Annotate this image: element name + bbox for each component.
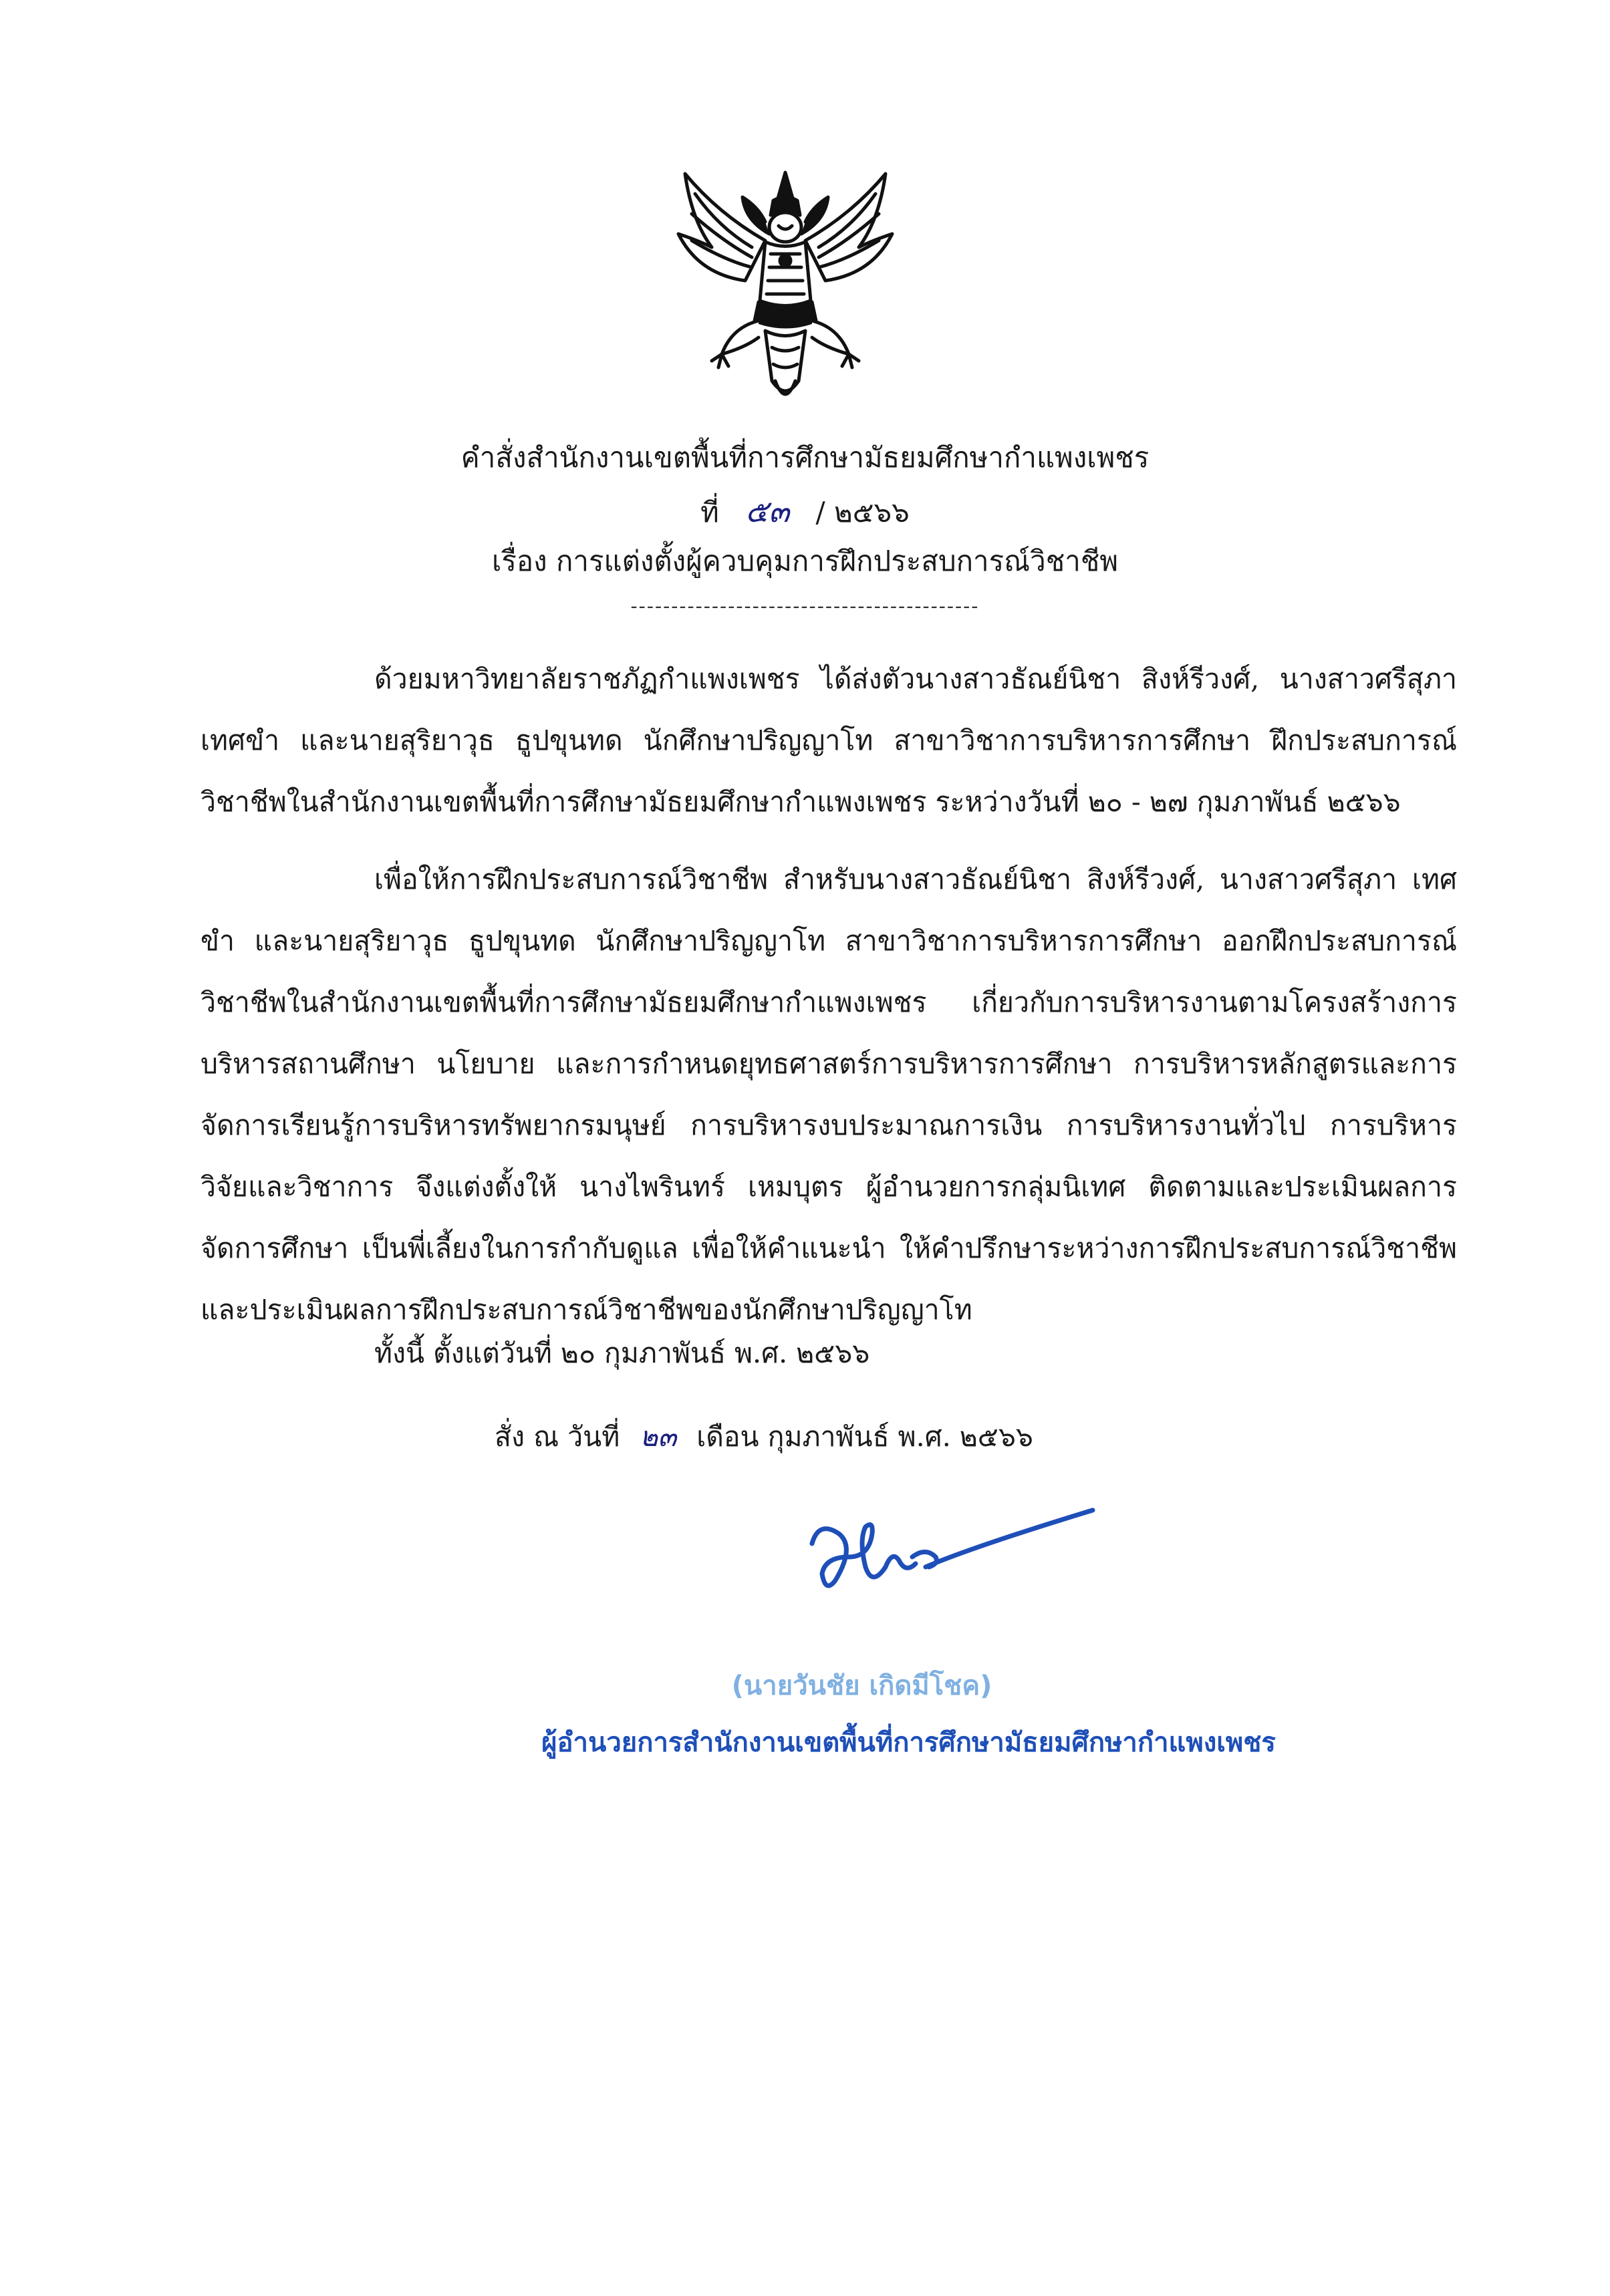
- paragraph-1: [200, 648, 1457, 833]
- divider: -------------------------------------------: [630, 595, 980, 618]
- order-number-year: / ๒๕๖๖: [815, 496, 910, 529]
- order-number-handwritten: ๕๓: [745, 493, 790, 529]
- order-subject: เรื่อง การแต่งตั้งผู้ควบคุมการฝึกประสบการณ์วิชาชีพ: [491, 545, 1119, 577]
- signer-position-stamp: ผู้อำนวยการสำนักงานเขตพื้นที่การศึกษามัธยมศึกษากำแพงเพชร: [541, 1727, 1276, 1758]
- order-number-line: [0, 491, 1610, 533]
- paragraph-1-text: ด้วยมหาวิทยาลัยราชภัฏกำแพงเพชร ได้ส่งตัวนางสาวธัณย์นิชา สิงห์รีวงศ์, นางสาวศรีสุภา เทศขำ และนายสุริยาวุธ ธูปขุนทด นักศึกษาปริญญาโท สาขาวิชาการบริหารการศึกษา ฝึกประสบการณ์วิชาชีพในสำนักงานเขตพื้นที่การศึกษามัธยมศึกษากำแพงเพชร ระหว่างวันที่ ๒๐ - ๒๗ กุมภาพันธ์ ๒๕๖๖: [200, 663, 1457, 818]
- paragraph-2: [200, 849, 1457, 1340]
- ordered-date-prefix: สั่ง ณ วันที่: [495, 1421, 620, 1453]
- ordered-date: [495, 1417, 1033, 1457]
- ordered-date-suffix: เดือน กุมภาพันธ์ พ.ศ. ๒๕๖๖: [696, 1421, 1033, 1453]
- ordered-day-handwritten: ๒๓: [640, 1421, 677, 1453]
- signer-name-stamp: (นายวันชัย เกิดมีโชค): [731, 1671, 992, 1701]
- effective-date: ทั้งนี้ ตั้งแต่วันที่ ๒๐ กุมภาพันธ์ พ.ศ. ๒๕๖๖: [374, 1337, 870, 1369]
- paragraph-2-text: เพื่อให้การฝึกประสบการณ์วิชาชีพ สำหรับนางสาวธัณย์นิชา สิงห์รีวงศ์, นางสาวศรีสุภา เทศขำ และนายสุริยาวุธ ธูปขุนทด นักศึกษาปริญญาโท สาขาวิชาการบริหารการศึกษา ออกฝึกประสบการณ์วิชาชีพในสำนักงานเขตพื้นที่การศึกษามัธยมศึกษากำแพงเพชร เกี่ยวกับการบริหารงานตามโครงสร้างการบริหารสถานศึกษา นโยบาย และการกำหนดยุทธศาสตร์การบริหารการศึกษา การบริหารหลักสูตรและการจัดการเรียนรู้การบริหารทรัพยากรมนุษย์ การบริหารงบประมาณการเงิน การบริหารงานทั่วไป การบริหารวิจัยและวิชาการ จึงแต่งตั้งให้ นางไพรินทร์ เหมบุตร ผู้อำนวยการกลุ่มนิเทศ ติดตามและประเมินผลการจัดการศึกษา เป็นพี่เลี้ยงในการกำกับดูแล เพื่อให้คำแนะนำ ให้คำปรึกษาระหว่างการฝึกประสบการณ์วิชาชีพ และประเมินผลการฝึกประสบการณ์วิชาชีพของนักศึกษาปริญญาโท: [200, 863, 1457, 1326]
- order-title: คำสั่งสำนักงานเขตพื้นที่การศึกษามัธยมศึกษากำแพงเพชร: [460, 441, 1150, 474]
- order-number-prefix: ที่: [700, 496, 719, 529]
- garuda-emblem-icon: [658, 160, 912, 414]
- handwritten-signature: [799, 1493, 1099, 1607]
